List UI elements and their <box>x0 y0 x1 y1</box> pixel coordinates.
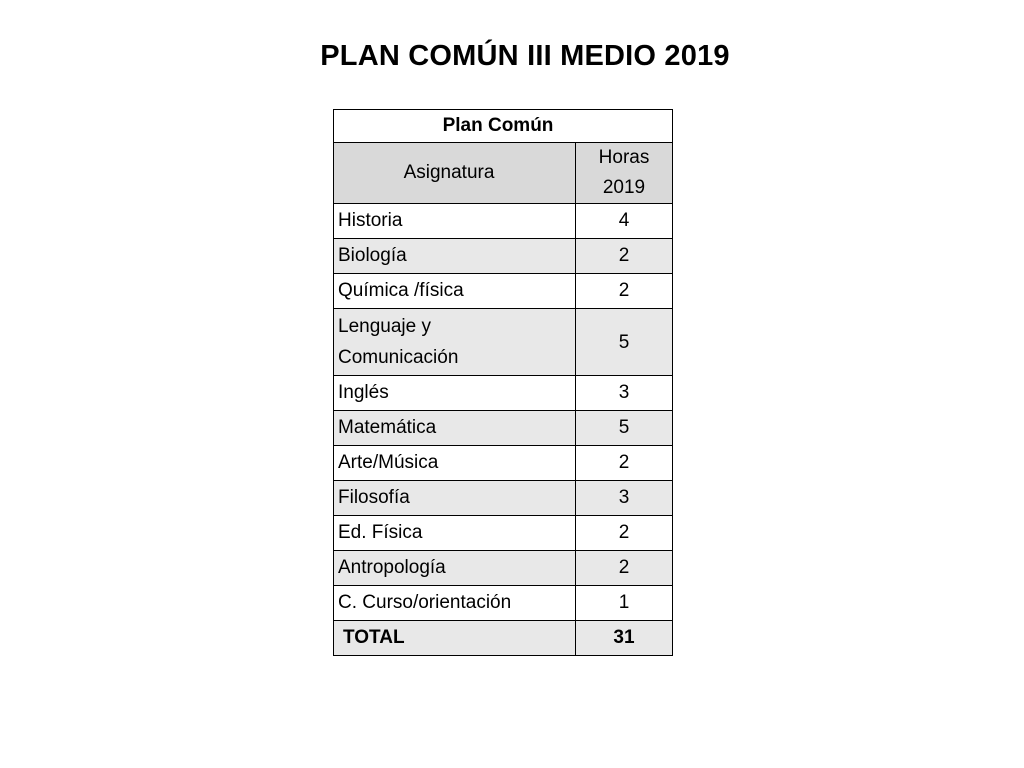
page-title: PLAN COMÚN III MEDIO 2019 <box>320 40 730 72</box>
total-label: TOTAL <box>334 621 576 656</box>
subject-cell: Biología <box>334 239 576 274</box>
subject-cell: Historia <box>334 204 576 239</box>
table-row <box>334 516 673 551</box>
hours-cell: 2 <box>576 239 673 274</box>
table-header-row <box>334 143 673 204</box>
hours-cell: 5 <box>576 411 673 446</box>
hours-cell: 3 <box>576 376 673 411</box>
hours-header-line-1: Horas <box>598 147 650 168</box>
subject-cell: Filosofía <box>334 481 576 516</box>
plan-comun-table <box>333 109 673 656</box>
hours-header-line-2: 2019 <box>602 177 646 198</box>
subject-cell <box>334 309 576 376</box>
table-row <box>334 411 673 446</box>
hours-cell: 1 <box>576 586 673 621</box>
hours-cell: 5 <box>576 309 673 376</box>
subject-cell: Química /física <box>334 274 576 309</box>
subject-line-1: Lenguaje y <box>338 316 431 337</box>
table-row <box>334 239 673 274</box>
table-caption-row <box>334 110 673 143</box>
table-row <box>334 586 673 621</box>
table-row <box>334 376 673 411</box>
table-caption: Plan Común <box>334 110 673 143</box>
subject-line-2: Comunicación <box>338 347 459 368</box>
total-row <box>334 621 673 656</box>
subject-cell: Antropología <box>334 551 576 586</box>
hours-column-header <box>576 143 673 204</box>
table-row <box>334 446 673 481</box>
hours-cell: 2 <box>576 516 673 551</box>
table-row <box>334 274 673 309</box>
hours-cell: 4 <box>576 204 673 239</box>
hours-cell: 2 <box>576 551 673 586</box>
hours-cell: 3 <box>576 481 673 516</box>
total-hours: 31 <box>576 621 673 656</box>
subject-cell: Arte/Música <box>334 446 576 481</box>
table-row <box>334 204 673 239</box>
table-row <box>334 481 673 516</box>
hours-cell: 2 <box>576 274 673 309</box>
subject-cell: Inglés <box>334 376 576 411</box>
subject-column-header: Asignatura <box>334 143 576 204</box>
table-row <box>334 309 673 376</box>
hours-cell: 2 <box>576 446 673 481</box>
subject-cell: C. Curso/orientación <box>334 586 576 621</box>
table-row <box>334 551 673 586</box>
subject-cell: Matemática <box>334 411 576 446</box>
subject-cell: Ed. Física <box>334 516 576 551</box>
